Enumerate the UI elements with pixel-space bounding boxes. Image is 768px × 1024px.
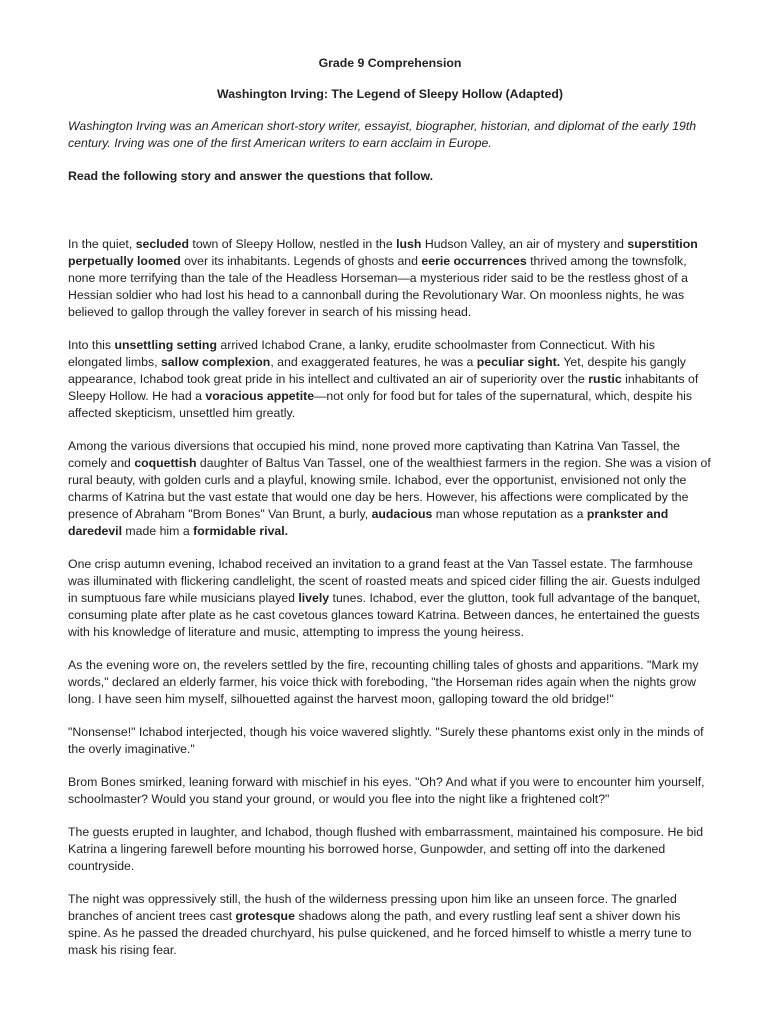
text-run: In the quiet,	[68, 237, 136, 251]
text-run: , and exaggerated features, he was a	[270, 355, 477, 369]
bold-text-run: voracious appetite	[205, 389, 315, 403]
story-paragraph-9	[68, 891, 712, 959]
text-run: made him a	[122, 524, 194, 538]
text-run: Into this	[68, 338, 115, 352]
text-run: daughter of Baltus Van Tassel, one of the wealthiest farmers in the region. She was a vision of rural beauty, with golden curls and a playful, knowing smile. Ichabod, ever the opportunist, envisioned not only the charms of Katrina but the vast estate that would one day be hers. However, his affections were complicated by the presence of Abraham "Brom Bones" Van Brunt, a burly,	[68, 456, 711, 521]
bold-text-run: secluded	[135, 237, 189, 251]
story-paragraph-4	[68, 556, 712, 641]
text-run: "Nonsense!" Ichabod interjected, though his voice wavered slightly. "Surely these phantoms exist only in the minds of the overly imaginative."	[68, 725, 704, 756]
text-run: Yet, despite his gangly appearance, Ichabod took great pride in his intellect and cultivated an air of superiority over the	[68, 355, 686, 386]
story-paragraph-6	[68, 724, 712, 758]
text-run: over its inhabitants. Legends of ghosts and	[180, 254, 422, 268]
bold-text-run: sallow complexion	[160, 355, 271, 369]
story-paragraph-1	[68, 236, 712, 321]
text-run: was an American short-story writer, essayist, biographer, historian, and diplomat of the early 19th century. Irving was one of the first American writers to earn acclaim in Europe.	[68, 119, 697, 150]
bold-text-run: lively	[298, 591, 330, 605]
text-run: Among the various diversions that occupied his mind, none proved more captivating than Katrina Van Tassel, the comely and	[68, 439, 681, 470]
story-paragraph-7	[68, 774, 712, 808]
page-title: Grade 9 Comprehension	[318, 56, 462, 70]
text-run: tunes. Ichabod, ever the glutton, took full advantage of the banquet, consuming plate after plate as he cast covetous glances toward Katrina. Between dances, he entertained the guests with his knowledge of literature and music, attempting to impress the young heiress.	[68, 591, 701, 639]
reading-instruction: Read the following story and answer the questions that follow.	[68, 169, 434, 183]
text-run: As the evening wore on, the revelers settled by the fire, recounting chilling tales of ghosts and apparitions. "Mark my words," declared an elderly farmer, his voice thick with foreboding, "the Horseman rides again when the nights grow long. I have seen him myself, silhouetted against the harvest moon, galloping toward the old bridge!"	[68, 658, 699, 706]
bold-text-run: prankster and daredevil	[68, 507, 669, 538]
text-run: arrived Ichabod Crane, a lanky, erudite schoolmaster from Connecticut. With his elongated limbs,	[68, 338, 655, 369]
bold-text-run: unsettling setting	[114, 338, 217, 352]
bold-text-run: lush	[396, 237, 422, 251]
text-run: The night was oppressively still, the hush of the wilderness pressing upon him like an unseen force. The gnarled branches of ancient trees cast	[68, 892, 677, 923]
story-paragraph-2	[68, 337, 712, 422]
text-run: —not only for food but for tales of the supernatural, which, despite his affected skepticism, unsettled him greatly.	[68, 389, 693, 420]
text-run: One crisp autumn evening, Ichabod received an invitation to a grand feast at the Van Tassel estate. The farmhouse was illuminated with flickering candlelight, the scent of roasted meats and spiced cider filling the air. Guests indulged in sumptuous fare while musicians played	[68, 557, 701, 605]
italic-text-run: Washington Irving	[68, 119, 167, 133]
author-intro	[68, 118, 712, 152]
text-run: inhabitants of Sleepy Hollow. He had a	[68, 372, 699, 403]
story-paragraph-3	[68, 438, 712, 540]
text-run: The guests erupted in laughter, and Ichabod, though flushed with embarrassment, maintained his composure. He bid Katrina a lingering farewell before mounting his borrowed horse, Gunpowder, and setting off into the darkened countryside.	[68, 825, 704, 873]
story-subtitle: Washington Irving: The Legend of Sleepy Hollow (Adapted)	[217, 87, 563, 101]
bold-text-run: formidable rival.	[193, 524, 289, 538]
text-run: Hudson Valley, an air of mystery and	[421, 237, 628, 251]
text-run: shadows along the path, and every rustling leaf sent a shiver down his spine. As he passed the dreaded churchyard, his pulse quickened, and he forced himself to whistle a merry tune to mask his rising fear.	[68, 909, 692, 957]
bold-text-run: eerie occurrences	[421, 254, 527, 268]
bold-text-run: audacious	[371, 507, 433, 521]
text-run: town of Sleepy Hollow, nestled in the	[189, 237, 397, 251]
text-run: Brom Bones smirked, leaning forward with mischief in his eyes. "Oh? And what if you were to encounter him yourself, schoolmaster? Would you stand your ground, or would you flee into the night like a frightened colt?"	[68, 775, 705, 806]
bold-text-run: coquettish	[134, 456, 197, 470]
document-page	[68, 56, 712, 959]
story-paragraph-8	[68, 824, 712, 875]
story-body	[68, 236, 712, 959]
text-run: man whose reputation as a	[432, 507, 587, 521]
bold-text-run: rustic	[588, 372, 622, 386]
bold-text-run: peculiar sight.	[476, 355, 561, 369]
story-paragraph-5	[68, 657, 712, 708]
bold-text-run: grotesque	[235, 909, 295, 923]
text-run: thrived among the townsfolk, none more terrifying than the tale of the Headless Horseman—a mysterious rider said to be the restless ghost of a Hessian soldier who had lost his head to a cannonball during the Revolutionary War. On moonless nights, he was believed to gallop through the valley forever in search of his missing head.	[68, 254, 688, 319]
bold-text-run: superstition perpetually loomed	[68, 237, 698, 268]
